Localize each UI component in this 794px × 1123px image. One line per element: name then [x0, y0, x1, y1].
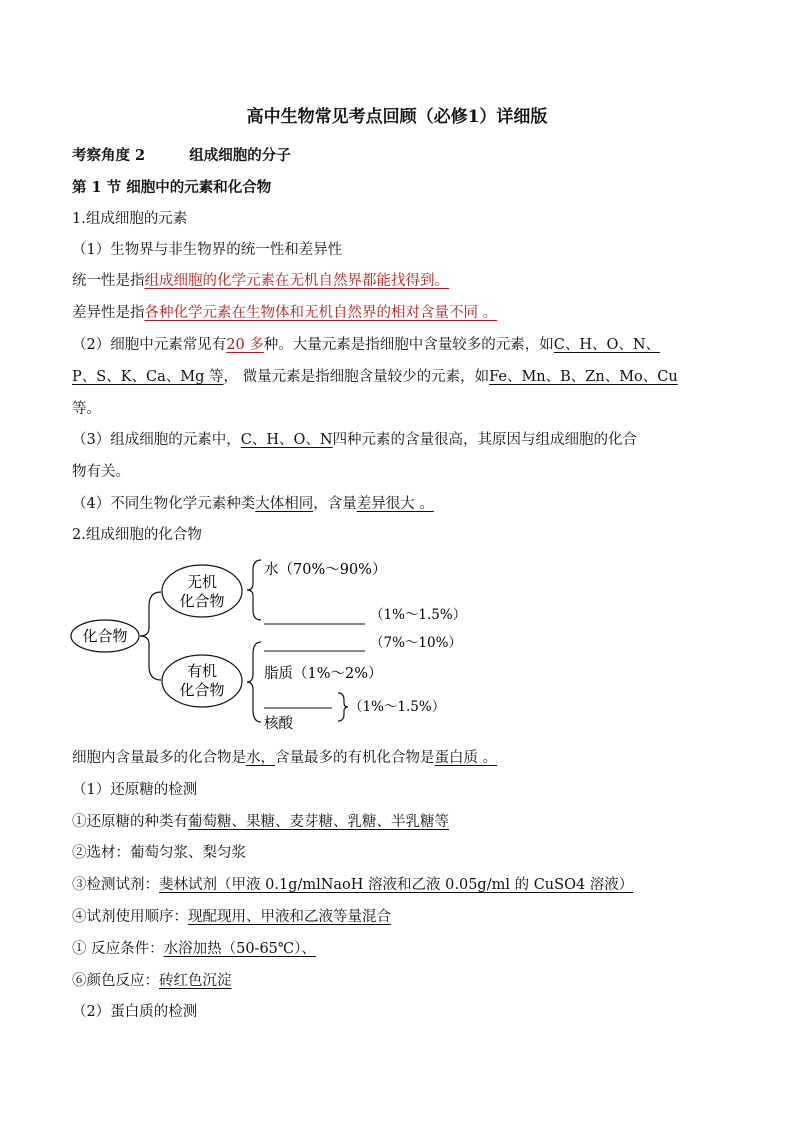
p2-macro-elements-2: P、S、K、Ca、Mg 等 — [72, 369, 224, 385]
diff-line — [72, 303, 497, 323]
p3-text-a: （3）组成细胞的元素中， — [72, 432, 241, 448]
water-label: 水（70%～90%） — [264, 562, 387, 578]
sugar-item-3 — [72, 875, 633, 895]
sugar-item-3-answer: 斐林试剂（甲液 0.1g/mlNaoH 溶液和乙液 0.05g/ml 的 CuSO4 溶液） — [159, 877, 634, 893]
section-heading: 第 1 节 细胞中的元素和化合物 — [72, 179, 272, 196]
nucleic-brace — [338, 693, 348, 721]
heading-elements: 1.组成细胞的元素 — [72, 211, 188, 227]
p3-line2: 物有关。 — [72, 464, 130, 480]
inorganic-brace — [247, 560, 261, 620]
sugar-item-6-answer: 砖红色沉淀 — [159, 973, 232, 989]
sugar-item-6-label: ⑥颜色反应： — [72, 973, 159, 989]
p3-answer: C、H、O、N — [240, 432, 333, 448]
sugar-item-5-label: ① 反应条件： — [72, 941, 164, 957]
organic-brace — [247, 642, 261, 722]
p2-text-a: （2）细胞中元素常见有 — [72, 337, 227, 353]
sugar-title: （1）还原糖的检测 — [72, 782, 198, 798]
p2-element-count: 20 多 — [226, 337, 264, 353]
root-label: 化合物 — [82, 627, 128, 645]
diff-prefix: 差异性是指 — [72, 305, 145, 321]
sugar-item-2: ②选材：葡萄匀浆、梨匀浆 — [72, 845, 246, 861]
lipid-label: 脂质（1%～2%） — [264, 666, 383, 682]
nucleic-label: 核酸 — [264, 716, 293, 732]
sugar-item-3-label: ③检测试剂： — [72, 877, 159, 893]
p2-macro-elements-1: C、H、O、N、 — [553, 337, 661, 353]
organic-blank-pct: （7%～10%） — [370, 635, 462, 651]
angle-heading — [72, 146, 291, 166]
p2-line3: 等。 — [72, 401, 101, 417]
page-title: 高中生物常见考点回顾（必修1）详细版 — [246, 107, 548, 127]
p3-line1 — [72, 430, 637, 450]
heading-compounds: 2.组成细胞的化合物 — [72, 527, 202, 543]
sugar-item-4-label: ④试剂使用顺序： — [72, 909, 188, 925]
sugar-item-1-label: ①还原糖的种类有 — [72, 814, 188, 830]
p4-line — [72, 494, 434, 514]
sugar-item-6 — [72, 971, 232, 991]
compound-diagram — [60, 550, 480, 735]
p4-text-a: （4）不同生物化学元素种类 — [72, 496, 256, 512]
nucleic-pct: （1%～1.5%） — [349, 699, 446, 715]
organic-label-2: 化合物 — [179, 681, 225, 699]
sugar-item-1 — [72, 812, 449, 832]
most-answer-1: 水， — [246, 750, 275, 766]
p4-answer-2: 差异很大 。 — [356, 496, 434, 512]
most-line — [72, 748, 497, 768]
organic-label-1: 有机 — [186, 662, 218, 680]
inorganic-blank-pct: （1%～1.5%） — [370, 607, 467, 623]
sugar-item-4 — [72, 907, 391, 927]
p4-text-b: ，含量 — [313, 496, 357, 512]
p2-line2 — [72, 367, 678, 387]
sugar-item-1-answer: 葡萄糖、果糖、麦芽糖、乳糖、半乳糖等 — [188, 814, 449, 830]
p2-line1 — [72, 335, 660, 355]
unity-prefix: 统一性是指 — [72, 273, 145, 289]
p3-text-b: 四种元素的含量很高，其原因与组成细胞的化合 — [332, 432, 638, 448]
most-text-b: 含量最多的有机化合物是 — [275, 750, 435, 766]
p2-text-c: ， 微量元素是指细胞含量较少的元素，如 — [223, 369, 490, 385]
angle-topic: 组成细胞的分子 — [189, 147, 291, 164]
diff-answer: 各种化学元素在生物体和无机自然界的相对含量不同 。 — [144, 305, 498, 321]
angle-label: 考察角度 2 — [72, 147, 146, 164]
sugar-item-5-answer: 水浴加热（50-65℃）、 — [163, 941, 316, 957]
p1-title: （1）生物界与非生物界的统一性和差异性 — [72, 242, 343, 258]
sugar-item-4-answer: 现配现用、甲液和乙液等量混合 — [188, 909, 391, 925]
root-brace — [140, 592, 161, 680]
p2-micro-elements: Fe、Mn、B、Zn、Mo、Cu — [489, 369, 678, 385]
sugar-item-5 — [72, 939, 316, 959]
most-answer-2: 蛋白质 。 — [434, 750, 498, 766]
protein-title: （2）蛋白质的检测 — [72, 1004, 198, 1020]
p4-answer-1: 大体相同 — [255, 496, 314, 512]
unity-answer: 组成细胞的化学元素在无机自然界都能找得到。 — [144, 273, 449, 289]
unity-line — [72, 271, 449, 291]
most-text-a: 细胞内含量最多的化合物是 — [72, 750, 246, 766]
inorganic-label-1: 无机 — [186, 573, 218, 591]
inorganic-label-2: 化合物 — [179, 592, 225, 610]
p2-text-b: 种。大量元素是指细胞中含量较多的元素，如 — [263, 337, 554, 353]
